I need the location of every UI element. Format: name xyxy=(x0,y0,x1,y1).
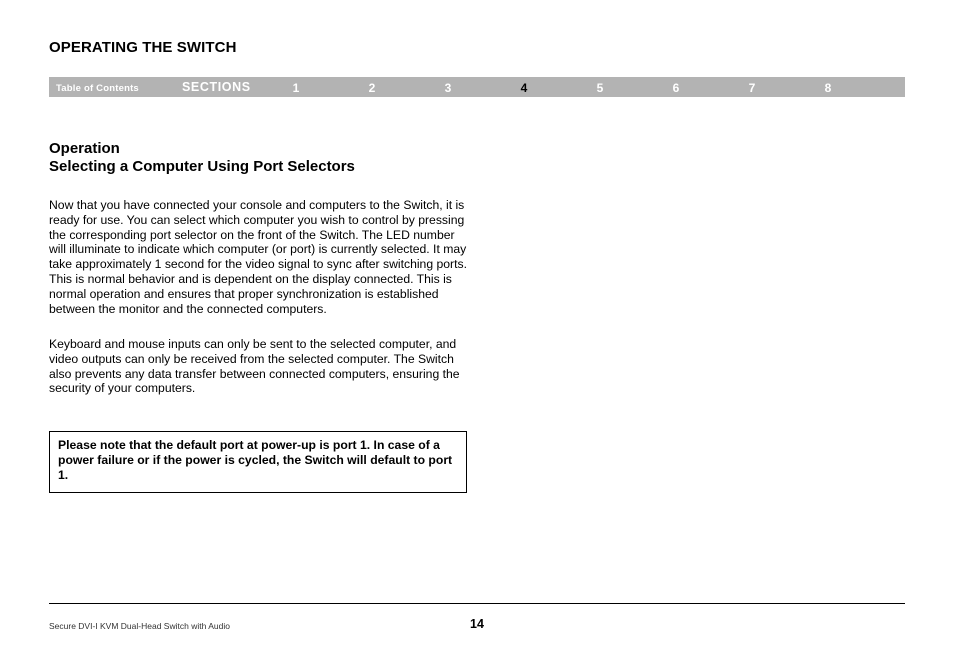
section-link-3[interactable]: 3 xyxy=(444,81,452,95)
section-link-5[interactable]: 5 xyxy=(596,81,604,95)
section-heading xyxy=(49,140,355,176)
sections-label: SECTIONS xyxy=(182,80,251,94)
section-link-4[interactable]: 4 xyxy=(520,81,528,95)
section-link-8[interactable]: 8 xyxy=(824,81,832,95)
footer-product-name: Secure DVI-I KVM Dual-Head Switch with Audio xyxy=(49,621,230,631)
body-paragraph-1: Now that you have connected your console and computers to the Switch, it is ready for use. You can select which computer you wish to control by pressing the corresponding port selector on the front of the Switch. The LED number will illuminate to indicate which computer (or port) is currently selected. It may take approximately 1 second for the video signal to sync after switching ports. This is normal behavior and is dependent on the display connected. This is normal operation and ensures that proper synchronization is established between the monitor and the connected computers. xyxy=(49,198,467,316)
section-nav-bar xyxy=(49,77,905,97)
heading-subtitle: Selecting a Computer Using Port Selectors xyxy=(49,158,355,175)
body-paragraph-2: Keyboard and mouse inputs can only be sent to the selected computer, and video outputs can only be received from the selected computer. The Switch also prevents any data transfer between connected computers, ensuring the security of your computers. xyxy=(49,337,460,396)
section-link-1[interactable]: 1 xyxy=(292,81,300,95)
heading-operation: Operation xyxy=(49,140,120,157)
section-link-7[interactable]: 7 xyxy=(748,81,756,95)
note-box: Please note that the default port at power-up is port 1. In case of a power failure or if the power is cycled, the Switch will default to port 1. xyxy=(49,431,467,493)
section-link-2[interactable]: 2 xyxy=(368,81,376,95)
page-title: OPERATING THE SWITCH xyxy=(49,39,237,56)
page-number: 14 xyxy=(470,617,484,631)
section-link-6[interactable]: 6 xyxy=(672,81,680,95)
footer-divider xyxy=(49,603,905,604)
table-of-contents-link[interactable]: Table of Contents xyxy=(56,83,139,94)
